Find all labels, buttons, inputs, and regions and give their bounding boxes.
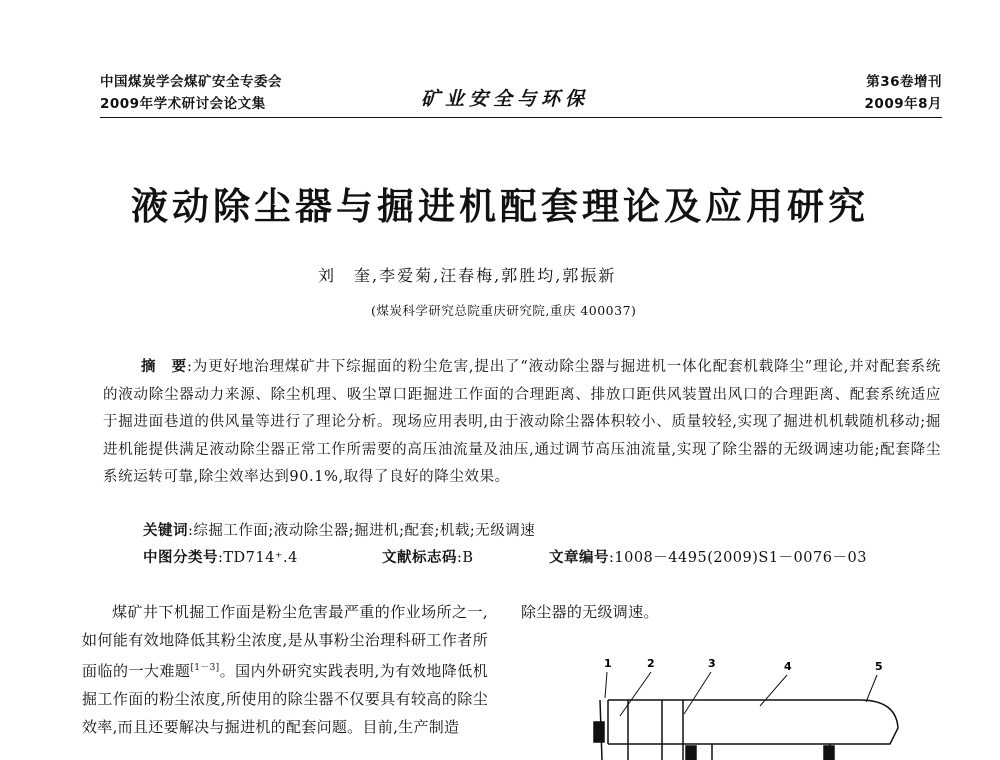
leader-lines xyxy=(605,672,877,716)
figure-label-5: 5 xyxy=(875,660,883,673)
collector-body-outline xyxy=(594,700,898,760)
body-text-end: 。国内外研究实践表明,为有效地降低机掘工作面的粉尘浓度,所使用的除尘器不仅要具有较高的除尘效率,而且还要解决与掘进机的配套问题。目前,生产制造 xyxy=(82,662,489,736)
volume-info: 第36卷增刊 xyxy=(866,74,942,90)
figure-label-1: 1 xyxy=(604,657,612,670)
abstract-text: :为更好地治理煤矿井下综掘面的粉尘危害,提出了“液动除尘器与掘进机一体化配套机载降尘”理论,并对配套系统的液动除尘器动力来源、除尘机理、吸尘罩口距掘进工作面的合理距离、排放口距供风装置出风口的合理距离、配套系统适应于掘进面巷道的供风量等进行了理论分析。现场应用表明,由于液动除尘器体积较小、质量较轻,实现了掘进机机载随机移动;掘进机能提供满足液动除尘器正常工作所需要的高压油流量及油压,通过调节高压油流量,实现了除尘器的无级调速功能;配套降尘系统运转可靠,除尘效率达到90.1%,取得了良好的降尘效果。 xyxy=(103,359,941,485)
keywords-text: :综掘工作面;液动除尘器;掘进机;配套;机载;无级调速 xyxy=(188,523,536,539)
journal-society-line: 中国煤炭学会煤矿安全专委会 xyxy=(100,74,282,90)
keywords xyxy=(143,519,535,543)
figure-label-3: 3 xyxy=(708,657,716,670)
body-paragraph xyxy=(82,598,488,741)
document-code-value: :B xyxy=(457,550,474,566)
document-code-label: 文献标志码 xyxy=(382,550,457,566)
citation-ref: [1－3] xyxy=(190,663,220,673)
issue-date: 2009年8月 xyxy=(864,96,942,112)
document-code xyxy=(382,546,474,570)
author-list: 刘 奎,李爱菊,汪春梅,郭胜均,郭振新 xyxy=(318,266,617,285)
journal-name: 矿业安全与环保 xyxy=(421,88,590,110)
header-rule xyxy=(100,117,942,118)
abstract-label: 摘 要 xyxy=(141,359,188,375)
article-title: 液动除尘器与掘进机配套理论及应用研究 xyxy=(131,185,869,228)
body-text-start: 煤矿井下机掘工作面是粉尘危害最严重的作业场所之一,如何能有效地降低其粉尘浓度,是从事粉尘治理科研工作者所面临的一大难题 xyxy=(82,603,488,680)
affiliation: (煤炭科学研究总院重庆研究院,重庆 400037) xyxy=(371,303,637,318)
clc-value: :TD714⁺.4 xyxy=(218,550,298,566)
proceedings-line: 2009年学术研讨会论文集 xyxy=(100,96,266,112)
dust-collector-figure xyxy=(560,650,940,760)
article-number-label: 文章编号 xyxy=(549,550,609,566)
article-number xyxy=(549,546,867,570)
clc-number xyxy=(143,546,298,570)
keywords-label: 关键词 xyxy=(143,523,188,539)
article-number-value: :1008－4495(2009)S1－0076－03 xyxy=(609,550,867,566)
abstract xyxy=(103,354,941,492)
figure-label-2: 2 xyxy=(647,657,655,670)
body-paragraph-col2: 除尘器的无级调速。 xyxy=(521,603,659,621)
figure-label-4: 4 xyxy=(784,660,792,673)
clc-label: 中图分类号 xyxy=(143,550,218,566)
